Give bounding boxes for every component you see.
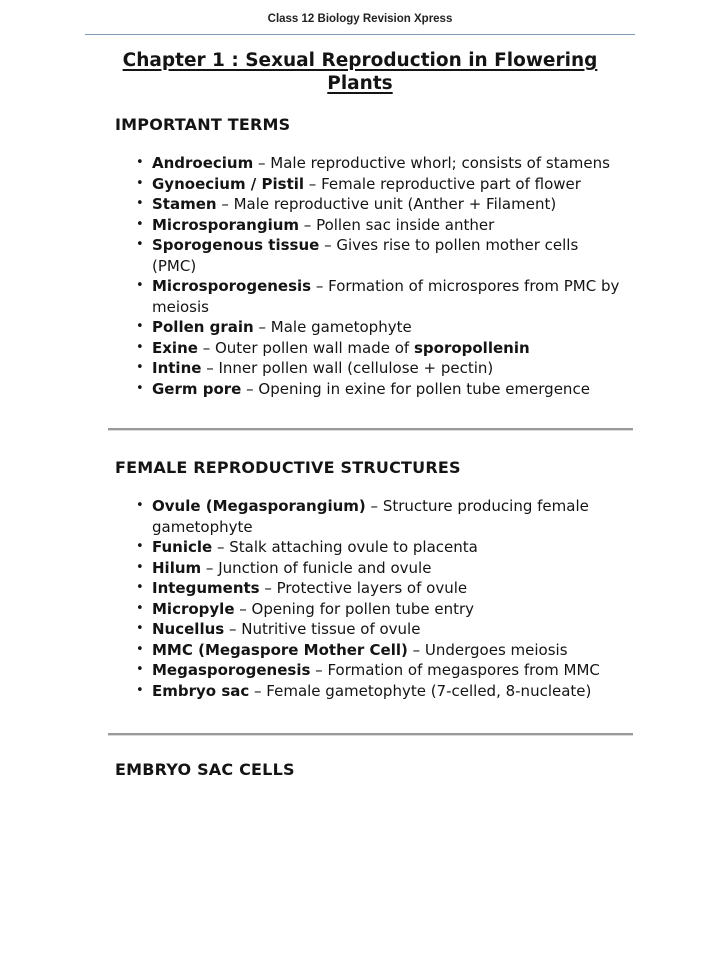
document-header-title: Class 12 Biology Revision Xpress (267, 13, 453, 25)
term-item (152, 317, 622, 338)
term: Megasporogenesis (152, 661, 311, 679)
term: Ovule (Megasporangium) (152, 497, 366, 515)
definition: – Opening for pollen tube entry (234, 599, 475, 618)
term: Funicle (152, 538, 213, 556)
definition: – Formation of megaspores from MMC (310, 661, 600, 679)
section-divider (108, 733, 633, 736)
term: Microsporogenesis (152, 277, 312, 295)
definition: – Female reproductive part of flower (304, 174, 581, 193)
term: Exine (152, 338, 198, 357)
term-item (152, 660, 622, 681)
definition: – Pollen sac inside anther (299, 215, 495, 234)
term: Gynoecium / Pistil (152, 174, 305, 193)
definition: – Undergoes meiosis (407, 640, 568, 659)
term-item (152, 379, 622, 400)
term-item (152, 235, 622, 276)
term-item (152, 578, 622, 599)
bold-term-tail: sporopollenin (413, 338, 530, 357)
term: Intine (152, 359, 202, 377)
term: Pollen grain (152, 318, 254, 336)
chapter-title: Chapter 1 : Sexual Reproduction in Flowering Plants (122, 50, 598, 94)
definition: – Inner pollen wall (cellulose + pectin) (201, 359, 494, 377)
term-item (152, 194, 622, 215)
definition: – Male reproductive whorl; consists of stamens (253, 154, 610, 172)
term-item (152, 174, 622, 195)
term: Germ pore (152, 379, 242, 398)
definition: – Female gametophyte (7-celled, 8-nucleate) (249, 681, 592, 700)
section-heading-female-reproductive-structures: FEMALE REPRODUCTIVE STRUCTURES (115, 458, 461, 477)
definition: – Formation of microspores from PMC by meiosis (152, 277, 620, 316)
definition: – Gives rise to pollen mother cells (PMC) (152, 236, 579, 275)
term-item (152, 153, 622, 174)
definition: – Nutritive tissue of ovule (224, 620, 421, 638)
definition: – Male reproductive unit (Anther + Filament) (216, 195, 557, 213)
term: Hilum (152, 558, 202, 577)
important-terms-list (0, 153, 622, 399)
header-rule (85, 34, 635, 35)
term-item (152, 681, 622, 702)
term-item (152, 619, 622, 640)
female-structures-list (0, 496, 622, 701)
term: Sporogenous tissue (152, 236, 320, 254)
term-item (152, 358, 622, 379)
definition: – Protective layers of ovule (259, 579, 468, 597)
term-item (152, 599, 622, 620)
term: Embryo sac (152, 681, 250, 700)
definition: – Male gametophyte (253, 318, 412, 336)
section-divider (108, 428, 633, 431)
term: Stamen (152, 195, 217, 213)
term: Integuments (152, 579, 260, 597)
term: Androecium (152, 154, 254, 172)
term-item (152, 558, 622, 579)
term-item (152, 496, 622, 537)
term-item (152, 640, 622, 661)
term: Nucellus (152, 620, 225, 638)
definition: – Structure producing female gametophyte (152, 497, 589, 536)
section-heading-embryo-sac-cells: EMBRYO SAC CELLS (115, 760, 295, 779)
section-heading-important-terms: IMPORTANT TERMS (115, 115, 291, 134)
term-item (152, 276, 622, 317)
definition: – Outer pollen wall made of (197, 338, 414, 357)
term-item (152, 338, 622, 359)
term: Microsporangium (152, 215, 300, 234)
definition: – Stalk attaching ovule to placenta (212, 538, 478, 556)
term-item (152, 215, 622, 236)
term: Micropyle (152, 599, 235, 618)
definition: – Opening in exine for pollen tube emergence (241, 379, 590, 398)
term: MMC (Megaspore Mother Cell) (152, 640, 408, 659)
term-item (152, 537, 622, 558)
definition: – Junction of funicle and ovule (201, 558, 432, 577)
